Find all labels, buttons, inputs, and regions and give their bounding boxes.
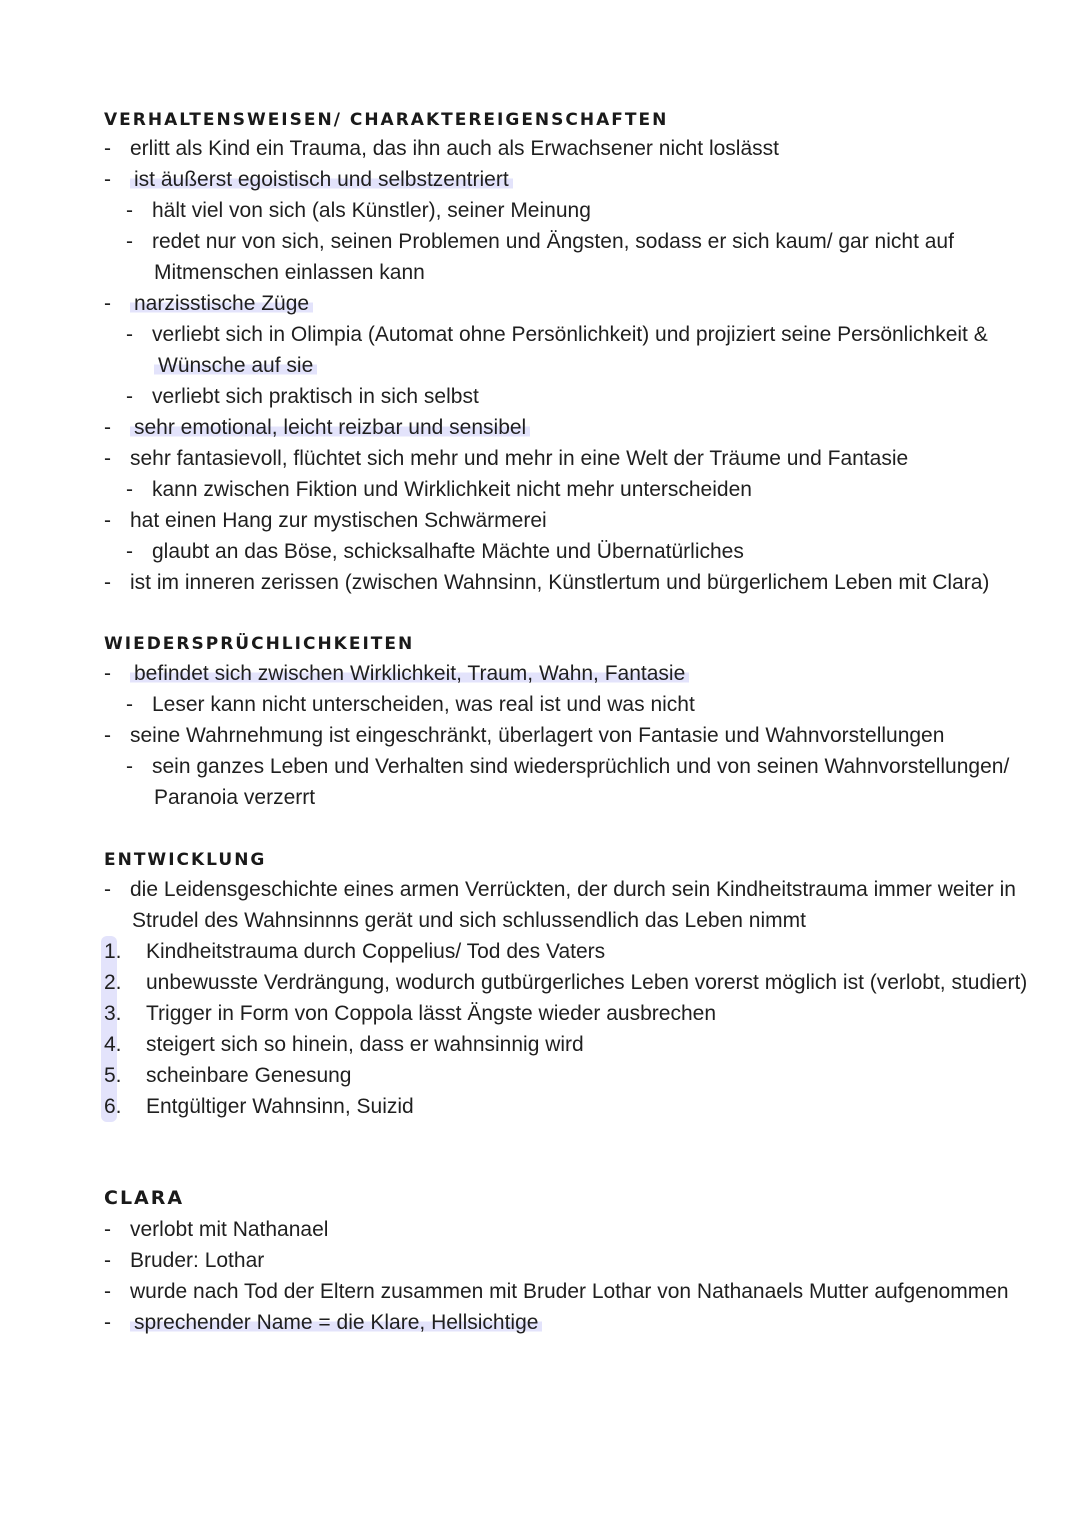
bullet-dash: -: [126, 230, 133, 253]
heading-clara: CLARA: [104, 1187, 185, 1209]
bullet-line: - narzisstische Züge: [104, 291, 1020, 317]
continuation-line: Strudel des Wahnsinnns gerät und sich schlussendlich das Leben nimmt: [132, 909, 806, 932]
sub-bullet-line: - hält viel von sich (als Künstler), seiner Meinung: [126, 199, 591, 222]
bullet-line: - sehr emotional, leicht reizbar und sensibel: [104, 415, 1020, 441]
sub-bullet-line: - Leser kann nicht unterscheiden, was real ist und was nicht: [126, 693, 695, 716]
bullet-line: - seine Wahrnehmung ist eingeschränkt, überlagert von Fantasie und Wahnvorstellungen: [104, 724, 945, 747]
bullet-dash: -: [104, 1280, 111, 1303]
bullet-dash: -: [104, 168, 111, 191]
bullet-line: - sehr fantasievoll, flüchtet sich mehr und mehr in eine Welt der Träume und Fantasie: [104, 447, 909, 470]
bullet-line: - wurde nach Tod der Eltern zusammen mit Bruder Lothar von Nathanaels Mutter aufgenommen: [104, 1280, 1009, 1303]
bullet-dash: -: [104, 1218, 111, 1241]
bullet-line: - ist äußerst egoistisch und selbstzentriert: [104, 167, 1020, 193]
continuation-line: Mitmenschen einlassen kann: [154, 261, 425, 284]
numbered-step: 3. Trigger in Form von Coppola lässt Ängste wieder ausbrechen: [104, 1002, 717, 1025]
bullet-dash: -: [104, 137, 111, 160]
bullet-dash: -: [104, 416, 111, 439]
numbered-step: 4. steigert sich so hinein, dass er wahnsinnig wird: [104, 1033, 584, 1056]
sub-bullet-line: - sein ganzes Leben und Verhalten sind wiedersprüchlich und von seinen Wahnvorstellungen/: [126, 755, 1010, 778]
sub-bullet-line: - redet nur von sich, seinen Problemen und Ängsten, sodass er sich kaum/ gar nicht auf: [126, 230, 954, 253]
numbered-step: 5. scheinbare Genesung: [104, 1064, 352, 1087]
heading-wiederspruechlichkeiten: WIEDERSPRÜCHLICHKEITEN: [104, 634, 415, 654]
bullet-line: - Bruder: Lothar: [104, 1249, 265, 1272]
bullet-dash: -: [104, 447, 111, 470]
bullet-line: - die Leidensgeschichte eines armen Verrückten, der durch sein Kindheitstrauma immer weiter in: [104, 878, 1016, 901]
heading-verhaltensweisen: VERHALTENSWEISEN/ CHARAKTEREIGENSCHAFTEN: [104, 110, 669, 130]
bullet-dash: -: [104, 1311, 111, 1334]
bullet-line: - befindet sich zwischen Wirklichkeit, Traum, Wahn, Fantasie: [104, 661, 1020, 687]
bullet-line: - erlitt als Kind ein Trauma, das ihn auch als Erwachsener nicht loslässt: [104, 137, 779, 160]
bullet-dash: -: [126, 755, 133, 778]
bullet-dash: -: [126, 693, 133, 716]
bullet-dash: -: [126, 199, 133, 222]
numbered-step: 1. Kindheitstrauma durch Coppelius/ Tod des Vaters: [104, 940, 606, 963]
sub-bullet-line: - verliebt sich praktisch in sich selbst: [126, 385, 479, 408]
bullet-dash: -: [104, 724, 111, 747]
bullet-dash: -: [104, 1249, 111, 1272]
continuation-line: Paranoia verzerrt: [154, 786, 316, 809]
bullet-line: - verlobt mit Nathanael: [104, 1218, 329, 1241]
numbered-step: 6. Entgültiger Wahnsinn, Suizid: [104, 1095, 414, 1118]
bullet-dash: -: [126, 323, 133, 346]
bullet-dash: -: [104, 878, 111, 901]
bullet-line: - hat einen Hang zur mystischen Schwärmerei: [104, 509, 547, 532]
bullet-dash: -: [104, 292, 111, 315]
sub-bullet-line: - verliebt sich in Olimpia (Automat ohne Persönlichkeit) und projiziert seine Persönlichkeit &: [126, 323, 988, 346]
sub-bullet-line: - glaubt an das Böse, schicksalhafte Mächte und Übernatürliches: [126, 540, 744, 563]
heading-entwicklung: ENTWICKLUNG: [104, 850, 267, 870]
bullet-dash: -: [104, 662, 111, 685]
bullet-dash: -: [126, 478, 133, 501]
numbered-step: 2. unbewusste Verdrängung, wodurch gutbürgerliches Leben vorerst möglich ist (verlobt, studiert): [104, 971, 1028, 994]
bullet-dash: -: [126, 540, 133, 563]
bullet-dash: -: [126, 385, 133, 408]
bullet-dash: -: [104, 509, 111, 532]
bullet-line: - sprechender Name = die Klare, Hellsichtige: [104, 1310, 1020, 1336]
continuation-line: Wünsche auf sie: [104, 353, 1020, 379]
sub-bullet-line: - kann zwischen Fiktion und Wirklichkeit nicht mehr unterscheiden: [126, 478, 752, 501]
bullet-dash: -: [104, 571, 111, 594]
bullet-line: - ist im inneren zerissen (zwischen Wahnsinn, Künstlertum und bürgerlichem Leben mit Clara): [104, 571, 990, 594]
